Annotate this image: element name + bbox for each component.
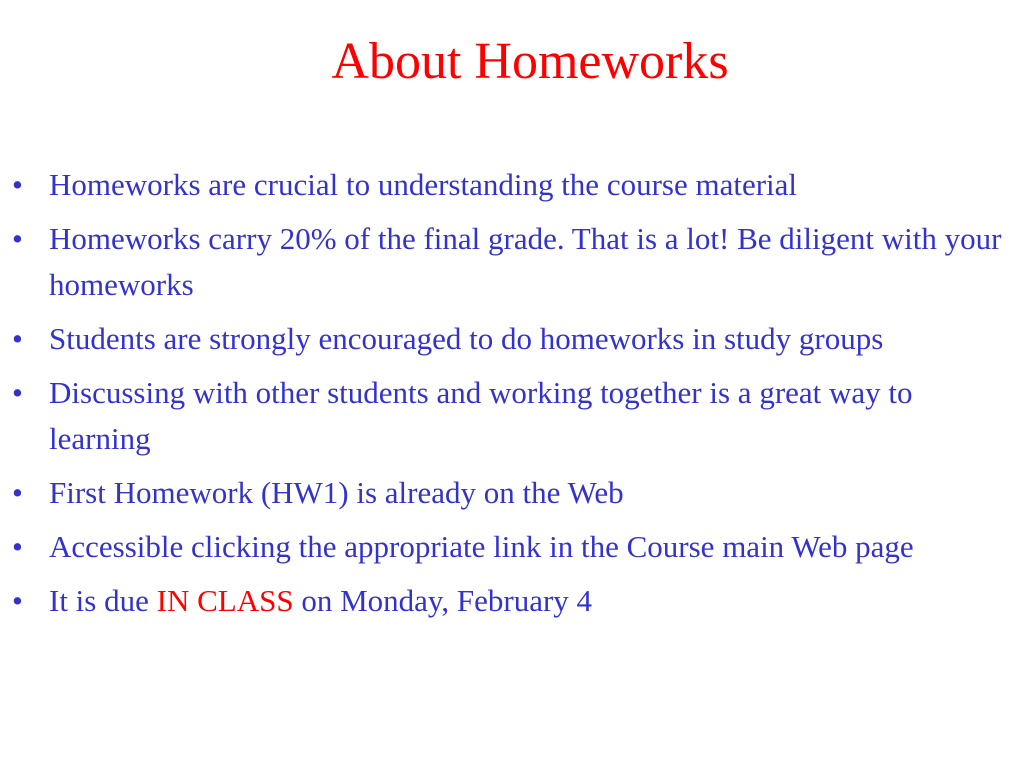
bullet-list [12,162,1012,632]
bullet-item [12,524,1012,570]
bullet-icon: • [12,475,23,510]
bullet-text: Homeworks carry 20% of the final grade. That is a lot! Be diligent with your homeworks [49,221,1002,302]
bullet-item [12,316,1012,362]
bullet-icon: • [12,167,23,202]
bullet-text: Accessible clicking the appropriate link in the Course main Web page [49,529,914,564]
bullet-icon: • [12,221,23,256]
in-class-highlight: IN CLASS [156,583,294,618]
due-date-text: on Monday, February 4 [293,583,593,618]
due-text-prefix: It is due [49,583,157,618]
bullet-icon: • [12,321,23,356]
bullet-item-due [12,578,1012,624]
bullet-text [49,583,592,618]
bullet-text: Homeworks are crucial to understanding the course material [49,167,798,202]
bullet-text: Discussing with other students and working together is a great way to learning [49,375,913,456]
bullet-item [12,162,1012,208]
bullet-item [12,370,1012,462]
bullet-icon: • [12,583,23,618]
bullet-text: Students are strongly encouraged to do homeworks in study groups [49,321,884,356]
bullet-text: First Homework (HW1) is already on the Web [49,475,624,510]
bullet-icon: • [12,529,23,564]
bullet-icon: • [12,375,23,410]
slide-title: About Homeworks [331,33,729,90]
bullet-item [12,470,1012,516]
bullet-item [12,216,1012,308]
